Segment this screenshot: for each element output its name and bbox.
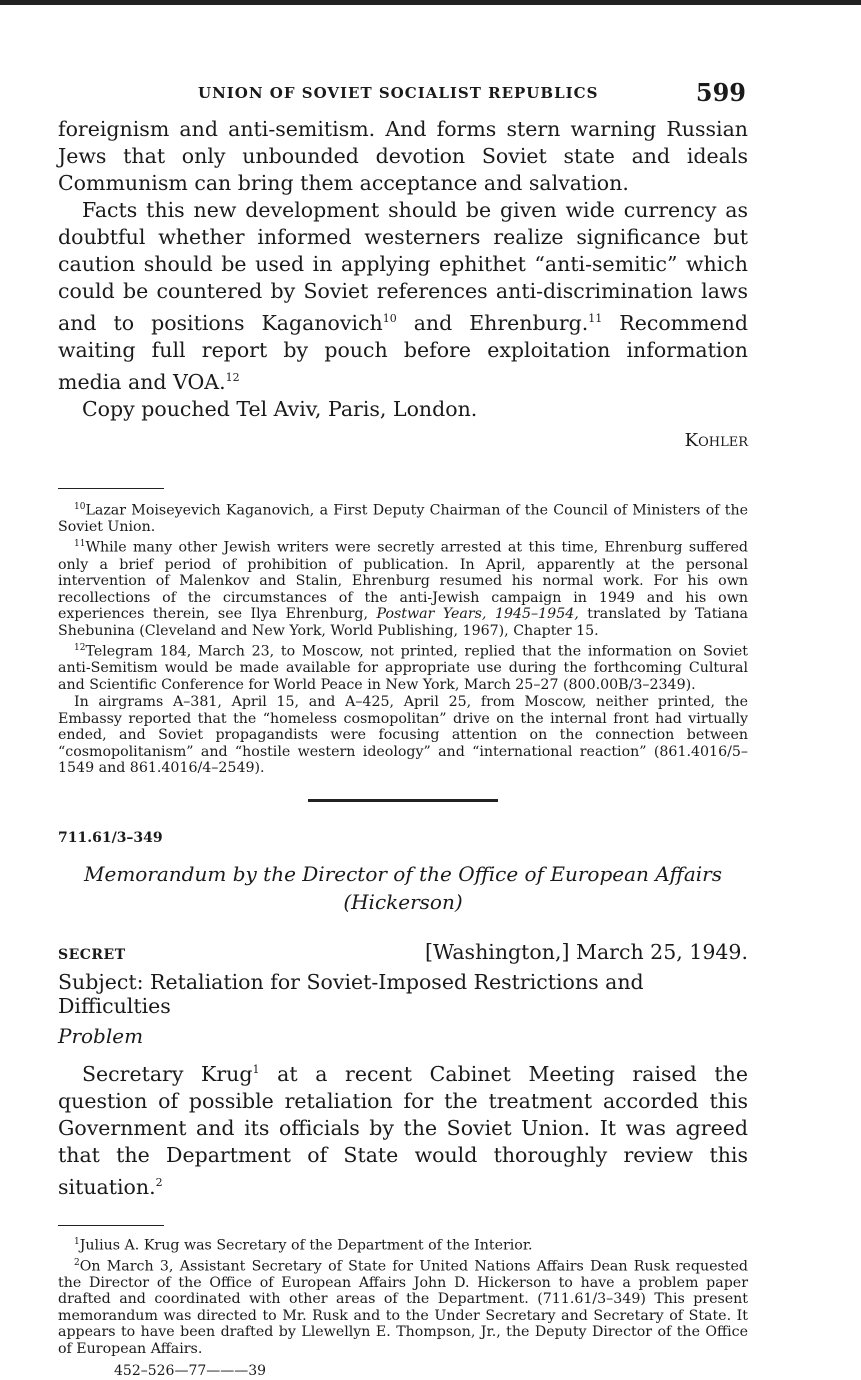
footnote-text: Lazar Moiseyevich Kaganovich, a First Deputy Chairman of the Council of Ministers of the Soviet Union. (58, 502, 748, 535)
memo-title (58, 860, 748, 916)
memo-paragraph-text-a: Secretary Krug (82, 1061, 253, 1086)
telegram-paragraph-3: Copy pouched Tel Aviv, Paris, London. (82, 396, 478, 421)
memo-paragraph-text-b: at a recent Cabinet Meeting raised the question of possible retaliation for the treatment accorded this Government and its officials by the Soviet Union. It was agreed that the Department of State would thoroughly review this situation. (58, 1061, 748, 1199)
telegram-body (58, 116, 748, 454)
memo-paragraph-1 (58, 1056, 748, 1201)
footnote-text: In airgrams A–381, April 15, and A–425, April 25, from Moscow, neither printed, the Embassy reported that the “homeless cosmopolitan” drive on the internal front had virtually ended, and Soviet propagandists were focusing attention on the connection between “cosmopolitanism” and “hostile western ideology” and “international reaction” (861.4016/5–1549 and 861.4016/4–2549). (58, 694, 748, 777)
problem-heading: Problem (58, 1023, 144, 1048)
top-border (0, 0, 861, 5)
file-reference: 711.61/3–349 (58, 829, 163, 846)
footnote-mark: 11 (74, 539, 86, 550)
subject-label: Subject: (58, 969, 144, 994)
memo-title-line-2: (Hickerson) (343, 889, 463, 914)
footnote-12-continued (58, 694, 748, 777)
dateline-row (58, 940, 748, 964)
section-divider (308, 799, 498, 802)
signature: Kohler (684, 429, 748, 451)
footnote-text: On March 3, Assistant Secretary of State for United Nations Affairs Dean Rusk requested the Director of the Office of European Affairs John D. Hickerson to have a problem paper drafted and coordinated with other areas of the Department. (711.61/3–349) This present memorandum was directed to Mr. Rusk and to the Under Secretary and Secretary of State. It appears to have been drafted by Llewellyn E. Thompson, Jr., the Deputy Director of the Office of European Affairs. (58, 1258, 748, 1357)
classification: SECRET (58, 946, 126, 963)
subject-text: Retaliation for Soviet-Imposed Restrictions and Difficulties (58, 969, 644, 1018)
footnotes-top (58, 499, 748, 777)
footnote-mark: 2 (74, 1257, 80, 1268)
page (58, 70, 748, 1379)
footnote-ref-2: 2 (155, 1175, 163, 1189)
footnote-mark: 1 (74, 1236, 80, 1247)
footnote-1 (58, 1234, 748, 1254)
footnote-rule (58, 488, 164, 489)
footnote-ref-12: 12 (225, 370, 240, 384)
footnote-ref-10: 10 (382, 312, 397, 325)
telegram-paragraph-2 (58, 197, 748, 396)
footnote-12 (58, 640, 748, 693)
footnote-2 (58, 1255, 748, 1358)
telegram-paragraph-2-text-a: Facts this new development should be given wide currency as doubtful whether informed westerners realize significance but caution should be used in applying ephithet “anti-semitic” which could be countered by Soviet references anti-discrimination laws and to positions Kaganovich (58, 198, 748, 335)
memo-body (58, 1056, 748, 1201)
footnote-ref-1: 1 (252, 1062, 260, 1076)
telegram-paragraph-1: foreignism and anti-semitism. And forms stern warning Russian Jews that only unbounded devotion Soviet state and ideals Communism can bring them acceptance and salvation. (58, 117, 748, 195)
telegram-paragraph-2-text-c: Recommend waiting full report by pouch before exploitation information media and VOA. (58, 310, 748, 394)
memo-title-line-1: Memorandum by the Director of the Office of European Affairs (84, 861, 722, 886)
footnote-mark: 12 (74, 643, 86, 654)
book-title: Postwar Years, 1945–1954, (376, 606, 579, 623)
running-head (58, 70, 748, 116)
dateline: [Washington,] March 25, 1949. (425, 939, 748, 964)
footnote-mark: 10 (74, 501, 86, 512)
footnote-text: Telegram 184, March 23, to Moscow, not printed, replied that the information on Soviet anti-Semitism would be made available for appropriate use during the forthcoming Cultural and Scientific Conference for World Peace in New York, March 25–27 (800.00B/3–2349). (58, 643, 748, 693)
footnote-ref-11: 11 (588, 312, 603, 325)
telegram-paragraph-2-text-b: and Ehrenburg. (413, 310, 589, 335)
running-head-title: UNION OF SOVIET SOCIALIST REPUBLICS (198, 84, 599, 102)
subject-line (58, 970, 748, 1018)
footnote-11 (58, 536, 748, 639)
footnote-text: While many other Jewish writers were secretly arrested at this time, Ehrenburg suffered only a brief period of prohibition of publication. In April, apparently at the personal intervention of Malenkov and Stalin, Ehrenburg resumed his normal work. For his own recollections of the circumstances of the anti-Jewish campaign in 1949 and his own experiences therein, see Ilya Ehrenburg, (58, 540, 748, 623)
footnotes-bottom (58, 1234, 748, 1358)
page-number: 599 (695, 78, 746, 107)
printer-line: 452–526—77———39 (114, 1363, 267, 1380)
footnote-10 (58, 499, 748, 536)
footnote-text: translated by Tatiana Shebunina (Cleveland and New York, World Publishing, 1967), Chapter 15. (58, 606, 748, 639)
footnote-text: Julius A. Krug was Secretary of the Department of the Interior. (79, 1237, 533, 1254)
footnote-rule-bottom (58, 1225, 164, 1226)
